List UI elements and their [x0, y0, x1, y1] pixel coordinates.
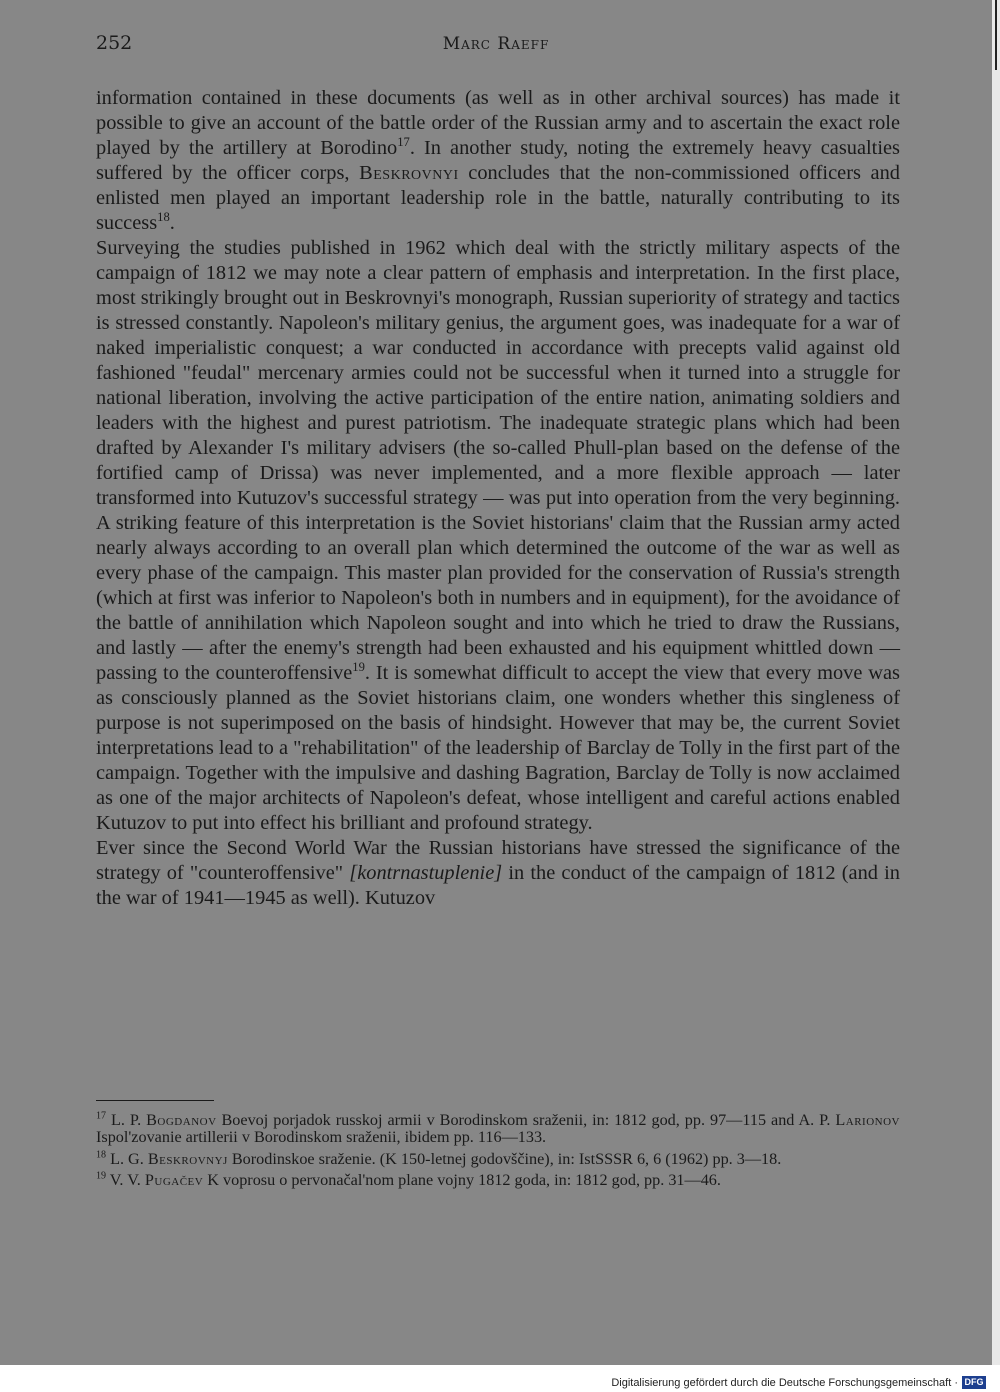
footnote-text: Boevoj porjadok russkoj armii v Borodinskom sraženii, in: 1812 god, pp. 97—115 and A. P.	[216, 1111, 836, 1129]
footnotes	[96, 1112, 900, 1193]
footnote-text: Borodinskoe sraženie. (K 150-letnej godovščine), in: IstSSSR 6, 6 (1962) pp. 3—18.	[227, 1149, 782, 1168]
page-number: 252	[96, 32, 133, 54]
italic-term: [kontrnastuplenie]	[349, 862, 503, 884]
footnote-number: 18	[96, 1149, 107, 1161]
footnote-author: Larionov	[835, 1111, 900, 1129]
paragraph-2-text-a: Surveying the studies published in 1962 which deal with the strictly military aspects of the campaign of 1812 we may note a clear pattern of emphasis and interpretation. In the first place, most strikingly brought out in Beskrovnyi's monograph, Russian superiority of strategy and tactics is stressed constantly. Napoleon's military genius, the argument goes, was inadequate for a war of naked imperialistic conquest; a war conducted in accordance with precepts valid against old fashioned "feudal" mercenary armies could not be successful when it turned into a struggle for national liberation, involving the active participation of the entire nation, animating soldiers and leaders with the highest and purest patriotism. The inadequate strategic plans which had been drafted by Alexander I's military advisers (the so-called Phull-plan based on the defense of the fortified camp of Drissa) was never implemented, and a more flexible approach — later transformed into Kutuzov's successful strategy — was put into operation from the very beginning. A striking feature of this interpretation is the Soviet historians' claim that the Russian army acted nearly always according to an overall plan which determined the outcome of the war as well as every phase of the campaign. This master plan provided for the conservation of Russia's strength (which at first was inferior to Napoleon's both in numbers and in equipment), for the avoidance of the battle of annihilation which Napoleon sought and into which he tried to draw the Russians, and lastly — after the enemy's strength had been exhausted and his equipment whittled down — passing to the counteroffensive	[96, 237, 900, 684]
paragraph-1	[96, 86, 900, 236]
footnote-text: V. V.	[106, 1170, 145, 1189]
footnote-text: L. P.	[106, 1111, 147, 1129]
paragraph-3-text-b: in the conduct of the campaign of 1812 (and in the war of 1941—1945 as well). Kutuzov	[96, 862, 900, 909]
running-head: Marc Raeff	[442, 34, 550, 54]
footnote-text: L. G.	[106, 1149, 148, 1168]
author-name: Beskrovnyi	[359, 162, 459, 184]
footnote-number: 19	[96, 1170, 107, 1182]
paragraph-2	[96, 236, 900, 836]
footnote-number: 17	[96, 1110, 107, 1122]
paragraph-1-text-d: .	[169, 212, 175, 234]
footnote-19	[96, 1172, 900, 1189]
dfg-logo: DFG	[962, 1376, 986, 1389]
paragraph-1-text-c: concludes that the non-commissioned officers and enlisted men played an important leadership role in the battle, naturally contributing to its success	[96, 162, 900, 234]
footnote-author: Pugačev	[144, 1170, 204, 1189]
footnote-rule	[96, 1100, 214, 1101]
paragraph-2-text-b: . It is somewhat difficult to accept the view that every move was as consciously planned as the Soviet historians claim, one wonders whether this singleness of purpose is not superimposed on the basis of hindsight. However that may be, the current Soviet interpretations lead to a "rehabilitation" of the leadership of Barclay de Tolly in the first part of the campaign. Together with the impulsive and dashing Bagration, Barclay de Tolly is now acclaimed as one of the major architects of Napoleon's defeat, whose intelligent and careful actions enabled Kutuzov to put into effect his brilliant and profound strategy.	[96, 662, 900, 834]
paragraph-3-text-a: Ever since the Second World War the Russian historians have stressed the significance of the strategy of "counteroffensive"	[96, 837, 900, 884]
paragraph-3	[96, 836, 900, 911]
footnote-text: Ispol'zovanie artillerii v Borodinskom sraženii, ibidem pp. 116—133.	[96, 1128, 547, 1147]
paragraph-1-text-a: information contained in these documents (as well as in other archival sources) has made it possible to give an account of the battle order of the Russian army and to ascertain the exact role played by the artillery at Borodino	[96, 87, 900, 159]
footnote-ref-19: 19	[352, 660, 365, 675]
page-edge	[992, 0, 1000, 1365]
dfg-credit: Digitalisierung gefördert durch die Deutsche Forschungsgemeinschaft ·	[611, 1377, 958, 1389]
footnote-ref-18: 18	[157, 210, 170, 225]
footnote-author: Bogdanov	[146, 1111, 217, 1129]
footnote-17	[96, 1112, 900, 1147]
footnote-text: K voprosu o pervonačal'nom plane vojny 1812 goda, in: 1812 god, pp. 31—46.	[203, 1170, 721, 1189]
footnote-author: Beskrovnyj	[147, 1149, 228, 1168]
paragraph-1-text-b: . In another study, noting the extremely heavy casualties suffered by the officer corps,	[96, 137, 900, 184]
footnote-ref-17: 17	[397, 135, 410, 150]
footnote-18	[96, 1151, 900, 1168]
body-text	[96, 86, 900, 911]
